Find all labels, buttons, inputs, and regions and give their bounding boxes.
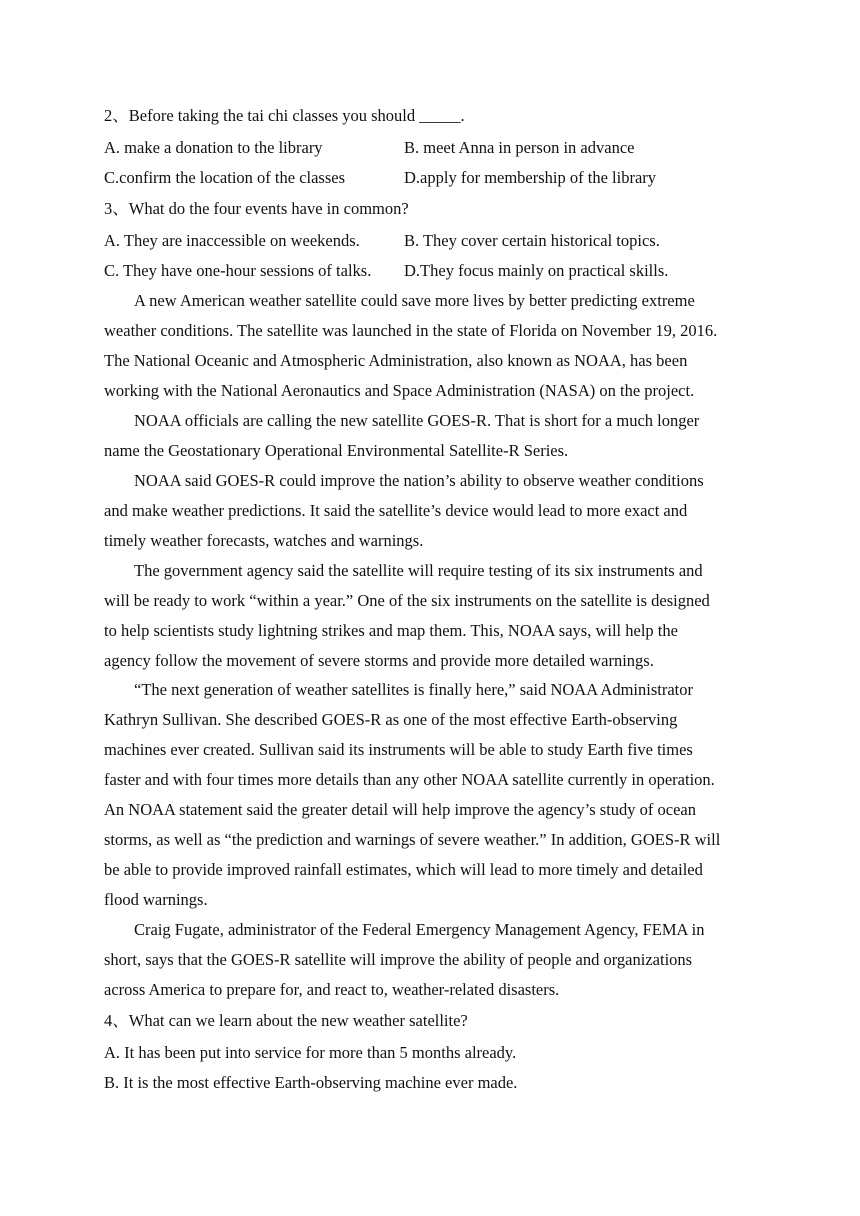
passage-line: across America to prepare for, and react to, weather-related disasters. (104, 980, 560, 999)
q2-option-d: D.apply for membership of the library (404, 168, 657, 187)
question-2: 2、Before taking the tai chi classes you should _____. (104, 106, 465, 125)
q2-option-c: C.confirm the location of the classes (104, 168, 346, 187)
passage-line: A new American weather satellite could save more lives by better predicting extreme (134, 291, 695, 310)
passage-line: timely weather forecasts, watches and warnings. (104, 531, 424, 550)
q3-option-c: C. They have one-hour sessions of talks. (104, 261, 372, 280)
passage-line: “The next generation of weather satellites is finally here,” said NOAA Administrator (134, 680, 693, 699)
passage-line: working with the National Aeronautics and Space Administration (NASA) on the project. (104, 381, 695, 400)
passage-line: name the Geostationary Operational Environmental Satellite-R Series. (104, 441, 569, 460)
passage-line: faster and with four times more details than any other NOAA satellite currently in operation. (104, 770, 715, 789)
passage-line: machines ever created. Sullivan said its instruments will be able to study Earth five times (104, 740, 693, 759)
passage-line: The National Oceanic and Atmospheric Administration, also known as NOAA, has been (104, 351, 688, 370)
passage-line: and make weather predictions. It said the satellite’s device would lead to more exact and (104, 501, 688, 520)
question-4: 4、What can we learn about the new weather satellite? (104, 1011, 468, 1030)
passage-line: agency follow the movement of severe storms and provide more detailed warnings. (104, 651, 654, 670)
passage-line: An NOAA statement said the greater detail will help improve the agency’s study of ocean (104, 800, 696, 819)
q3-option-d: D.They focus mainly on practical skills. (404, 261, 669, 280)
q4-option-b: B. It is the most effective Earth-observing machine ever made. (104, 1073, 518, 1092)
passage-line: The government agency said the satellite will require testing of its six instruments and (134, 561, 703, 580)
q2-option-b: B. meet Anna in person in advance (404, 138, 635, 157)
passage-line: NOAA said GOES-R could improve the nation’s ability to observe weather conditions (134, 471, 704, 490)
passage-line: storms, as well as “the prediction and warnings of severe weather.” In addition, GOES-R will (104, 830, 721, 849)
passage-line: flood warnings. (104, 890, 208, 909)
question-3: 3、What do the four events have in common? (104, 199, 409, 218)
passage-line: Kathryn Sullivan. She described GOES-R as one of the most effective Earth-observing (104, 710, 678, 729)
passage-line: to help scientists study lightning strikes and map them. This, NOAA says, will help the (104, 621, 678, 640)
passage-line: short, says that the GOES-R satellite will improve the ability of people and organizations (104, 950, 693, 969)
passage-line: NOAA officials are calling the new satellite GOES-R. That is short for a much longer (134, 411, 700, 430)
passage-line: weather conditions. The satellite was launched in the state of Florida on November 19, 2016. (104, 321, 718, 340)
q4-option-a: A. It has been put into service for more than 5 months already. (104, 1043, 517, 1062)
passage-line: be able to provide improved rainfall estimates, which will lead to more timely and detailed (104, 860, 703, 879)
q2-option-a: A. make a donation to the library (104, 138, 323, 157)
passage-line: Craig Fugate, administrator of the Federal Emergency Management Agency, FEMA in (134, 920, 705, 939)
q3-option-b: B. They cover certain historical topics. (404, 231, 660, 250)
passage-line: will be ready to work “within a year.” One of the six instruments on the satellite is designed (104, 591, 710, 610)
q3-option-a: A. They are inaccessible on weekends. (104, 231, 360, 250)
